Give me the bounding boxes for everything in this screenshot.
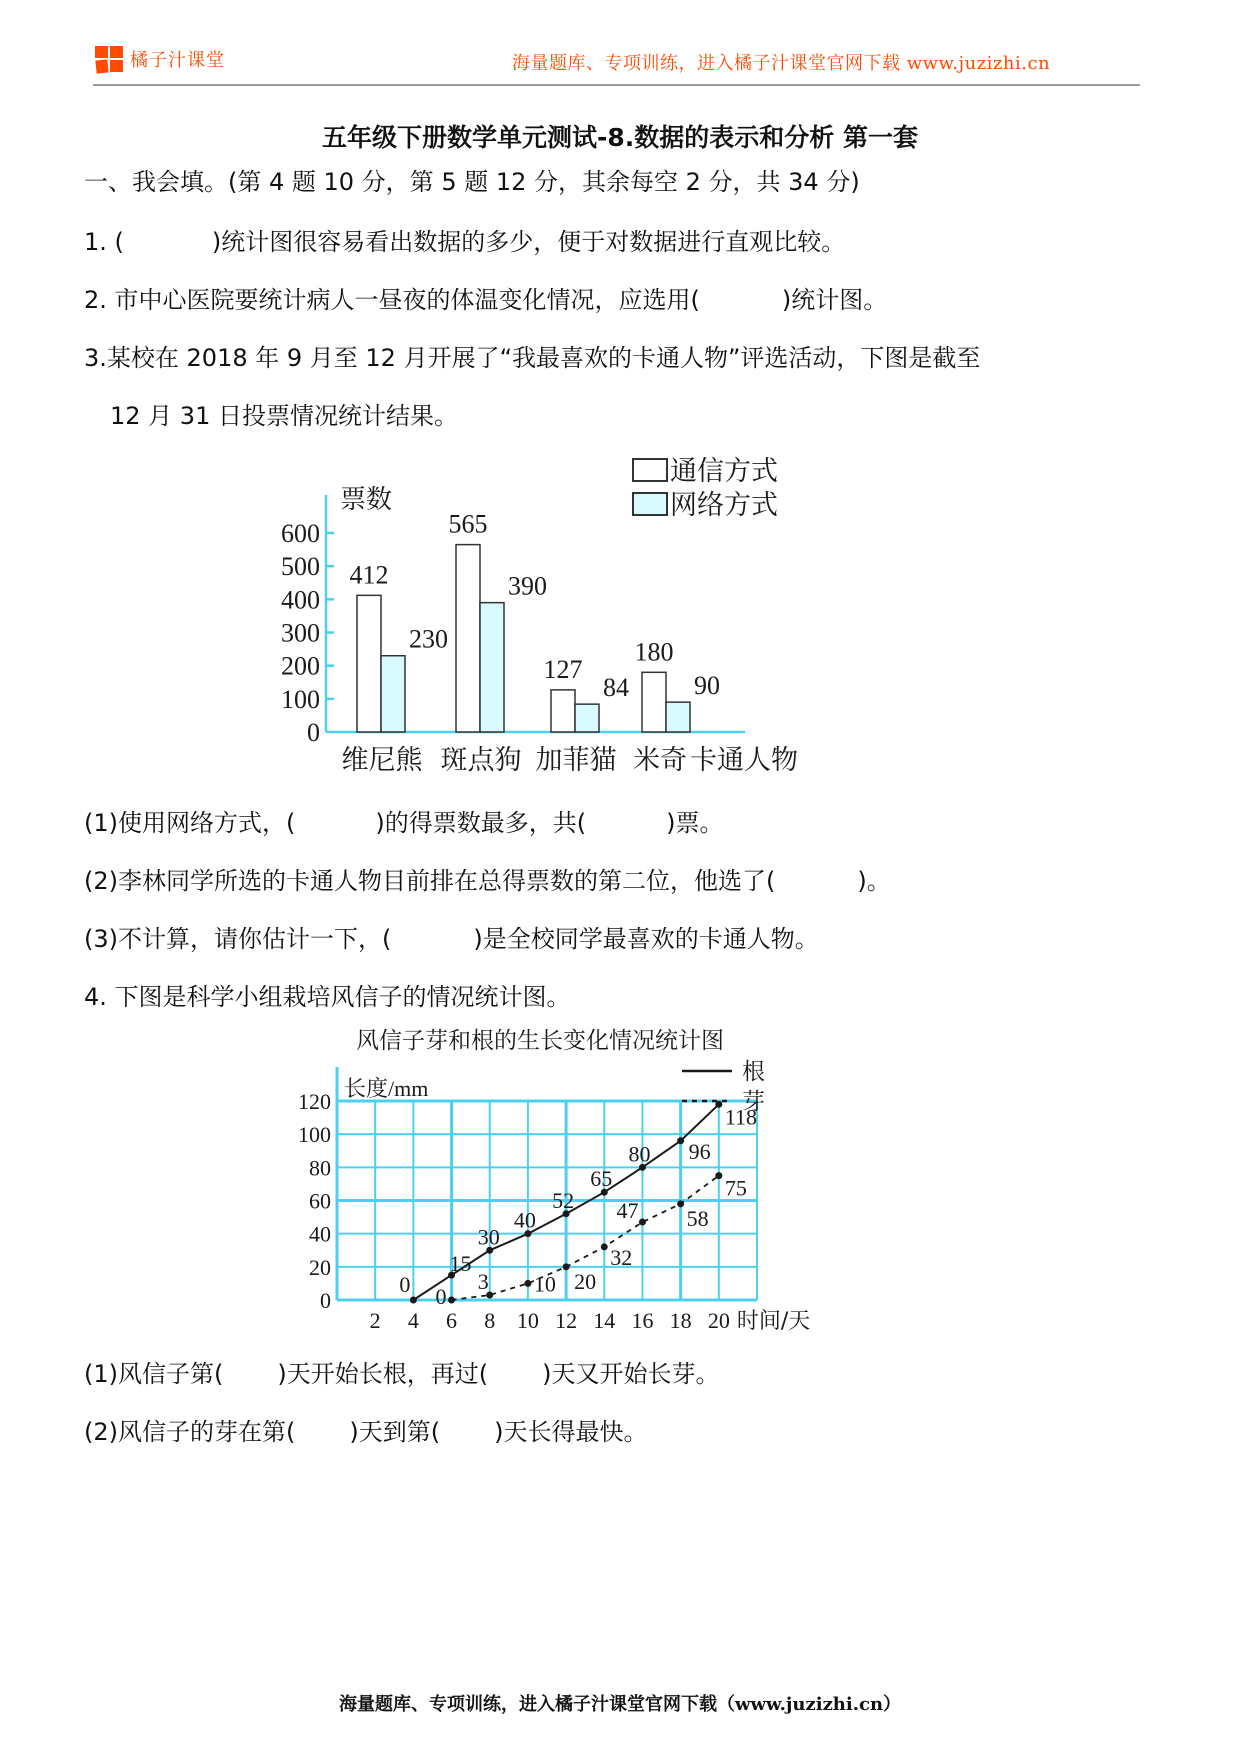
chart-title: 风信子芽和根的生长变化情况统计图: [356, 1028, 724, 1054]
question-4-sub2: [84, 1412, 647, 1447]
y-tick-label: 100: [298, 1122, 331, 1148]
x-tick-label: 18: [669, 1308, 692, 1333]
vote-bar-chart: [260, 445, 860, 790]
bar-mail: [551, 690, 575, 732]
y-tick-label: 200: [281, 651, 320, 681]
question-text: 下图是科学小组栽培风信子的情况统计图。: [114, 983, 571, 1011]
y-tick-label: 500: [281, 552, 320, 582]
bar-value-label: 390: [508, 571, 547, 601]
data-label: 75: [724, 1175, 747, 1201]
x-tick-label: 2: [369, 1308, 381, 1333]
y-tick-label: 80: [309, 1155, 331, 1181]
question-2: [84, 280, 887, 315]
footer-slogan-link[interactable]: 海量题库、专项训练，进入橘子汁课堂官网下载（www.juzizhi.cn）: [338, 1694, 902, 1715]
question-number: 3.: [84, 344, 107, 372]
bar-online: [381, 656, 405, 732]
data-label: 96: [688, 1138, 711, 1164]
question-4-sub1: [84, 1354, 719, 1389]
y-tick-label: 20: [309, 1254, 331, 1280]
question-text: (1)风信子第(: [84, 1360, 224, 1388]
question-text: (2)李林同学所选的卡通人物目前排在总得票数的第二位，他选了(: [84, 867, 776, 895]
data-label: 10: [533, 1271, 556, 1297]
bar-online: [480, 603, 504, 732]
question-text: (1)使用网络方式，(: [84, 809, 296, 837]
data-point: [448, 1297, 455, 1304]
legend-label: 网络方式: [670, 490, 778, 521]
data-label: 15: [449, 1251, 472, 1277]
y-axis-label: 长度/mm: [344, 1076, 429, 1101]
data-point: [715, 1172, 722, 1179]
question-text: )天又开始长芽。: [542, 1360, 720, 1388]
section-heading: 一、我会填。(第 4 题 10 分，第 5 题 12 分，其余每空 2 分，共 34 分): [84, 168, 860, 196]
x-tick-label: 6: [446, 1308, 458, 1333]
bar-online: [666, 702, 690, 732]
y-axis-label: 票数: [340, 485, 393, 515]
y-tick-label: 60: [309, 1188, 331, 1214]
y-tick-label: 40: [309, 1221, 331, 1247]
y-tick-label: 600: [281, 519, 320, 548]
question-text: (: [114, 228, 124, 256]
data-point: [601, 1243, 608, 1250]
question-text: )天长得最快。: [494, 1418, 648, 1446]
question-number: 2.: [84, 286, 107, 314]
question-text: )天开始长根，再过(: [277, 1360, 489, 1388]
x-tick-label: 8: [484, 1308, 496, 1333]
question-text: )统计图很容易看出数据的多少，便于对数据进行直观比较。: [211, 228, 846, 256]
x-tick-label: 12: [555, 1308, 578, 1333]
bar-value-label: 84: [603, 673, 629, 703]
x-tick-label: 4: [407, 1308, 419, 1333]
question-text: )票。: [666, 809, 724, 837]
data-label: 80: [628, 1141, 651, 1167]
question-text: )天到第(: [349, 1418, 441, 1446]
brand-logo-icon: [95, 46, 125, 74]
bar-value-label: 565: [448, 509, 488, 539]
x-tick-label: 10: [516, 1308, 539, 1333]
brand-name: 橘子汁课堂: [130, 50, 225, 71]
data-label: 47: [616, 1198, 639, 1224]
bar-online: [575, 704, 599, 732]
data-point: [639, 1219, 646, 1226]
bar-value-label: 230: [409, 624, 448, 654]
x-tick-label: 16: [631, 1308, 654, 1333]
question-3-sub3: [84, 919, 819, 954]
y-tick-label: 400: [281, 585, 320, 615]
x-tick-label: 14: [593, 1308, 616, 1333]
question-3-line2: 12 月 31 日投票情况统计结果。: [110, 402, 458, 430]
data-label: 30: [477, 1224, 500, 1250]
data-point: [677, 1137, 684, 1144]
data-label: 3: [477, 1269, 489, 1295]
data-point: [677, 1200, 684, 1207]
bar-mail: [357, 595, 381, 732]
legend-label: 芽: [742, 1089, 765, 1115]
y-tick-label: 120: [298, 1089, 331, 1114]
legend-label: 通信方式: [670, 456, 778, 487]
page-title: 五年级下册数学单元测试-8.数据的表示和分析 第一套: [322, 123, 918, 152]
legend-swatch: [633, 459, 667, 481]
question-text: 某校在 2018 年 9 月至 12 月开展了“我最喜欢的卡通人物”评选活动，下图是截至: [106, 344, 981, 372]
data-label: 0: [399, 1272, 411, 1297]
data-label: 65: [590, 1166, 613, 1192]
bar-value-label: 127: [543, 654, 583, 684]
question-text: )。: [857, 867, 891, 895]
data-point: [410, 1297, 417, 1304]
legend-label: 根: [742, 1059, 765, 1085]
bar-value-label: 90: [694, 671, 720, 701]
question-4: [84, 977, 571, 1012]
bar-mail: [642, 672, 666, 732]
data-label: 32: [610, 1244, 633, 1270]
question-text: (3)不计算，请你估计一下，(: [84, 925, 392, 953]
bar-value-label: 412: [349, 560, 389, 590]
question-3: [84, 338, 980, 373]
y-tick-label: 0: [307, 718, 320, 747]
question-text: )是全校同学最喜欢的卡通人物。: [473, 925, 819, 953]
question-number: 1.: [84, 228, 107, 256]
x-axis-label: 时间/天: [736, 1309, 811, 1334]
data-point: [563, 1263, 570, 1270]
question-text: )的得票数最多，共(: [375, 809, 587, 837]
bar-mail: [456, 545, 480, 732]
x-tick-label: 20: [707, 1308, 730, 1333]
question-3-sub1: [84, 803, 723, 838]
question-number: 4.: [84, 983, 107, 1011]
data-label: 58: [686, 1205, 709, 1231]
data-label: 0: [435, 1284, 447, 1309]
x-category-label: 维尼熊: [341, 745, 423, 776]
x-category-label: 斑点狗: [440, 745, 522, 776]
data-point: [524, 1280, 531, 1287]
question-text: 市中心医院要统计病人一昼夜的体温变化情况，应选用(: [114, 286, 700, 314]
data-label: 40: [513, 1207, 536, 1233]
legend-swatch: [633, 493, 667, 515]
question-1: [84, 222, 845, 257]
data-label: 20: [574, 1268, 597, 1294]
x-category-label: 加菲猫: [535, 745, 617, 776]
data-label: 52: [552, 1187, 575, 1213]
x-axis-label: 卡通人物: [690, 745, 798, 776]
question-3-sub2: [84, 861, 891, 896]
y-tick-label: 300: [281, 618, 320, 648]
x-category-label: 米奇: [633, 745, 687, 776]
header-divider: [93, 84, 1140, 86]
data-label: 118: [724, 1104, 758, 1130]
header-slogan-link[interactable]: 海量题库、专项训练，进入橘子汁课堂官网下载 www.juzizhi.cn: [512, 53, 1051, 74]
bar-value-label: 180: [634, 637, 674, 667]
y-tick-label: 100: [281, 684, 320, 714]
growth-line-chart: [280, 1020, 840, 1350]
y-tick-label: 0: [320, 1288, 331, 1313]
question-text: )统计图。: [781, 286, 888, 314]
question-text: (2)风信子的芽在第(: [84, 1418, 296, 1446]
